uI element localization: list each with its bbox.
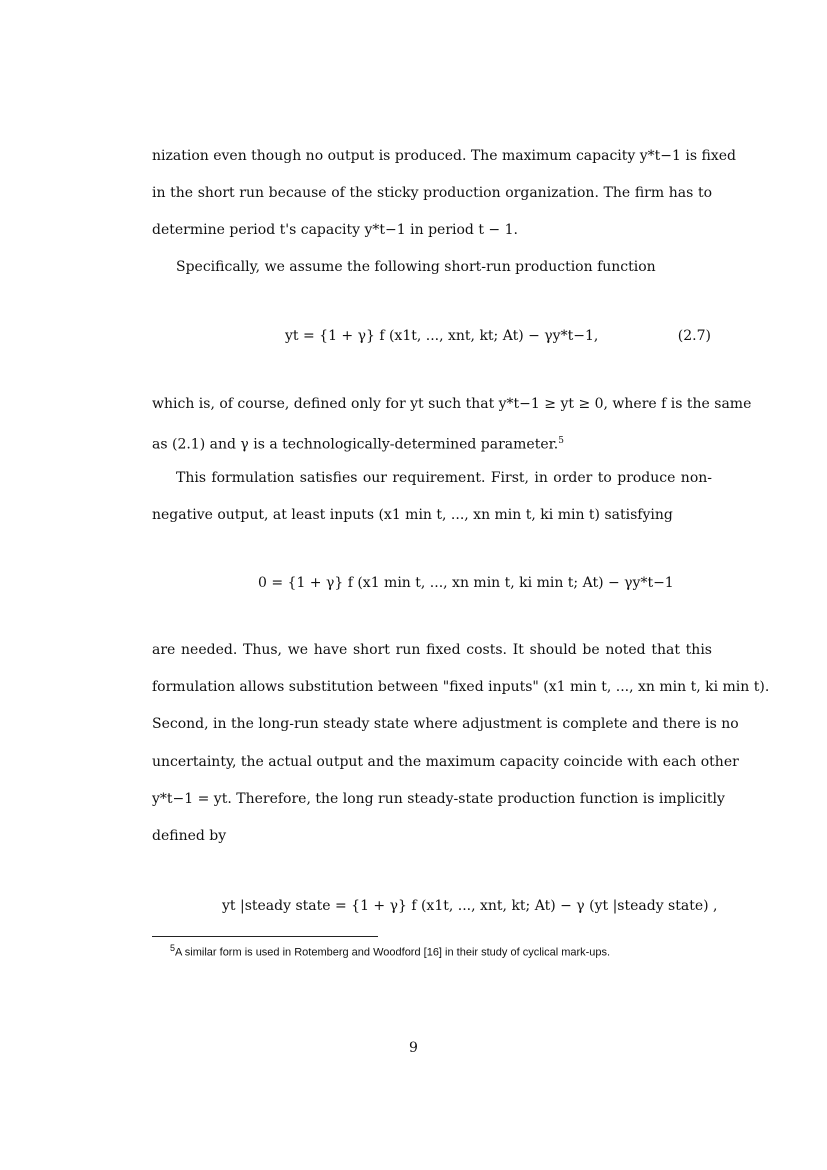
footnote-number: 5 [170, 943, 176, 953]
equation-min-inputs: 0 = {1 + γ} f (x1 min t, ..., xn min t, ki min t; At) − γy*t−1 [258, 575, 674, 591]
body-line: defined by [152, 828, 227, 844]
body-line: formulation allows substitution between "fixed inputs" (x1 min t, ..., xn min t, ki min t). [152, 679, 770, 695]
equation-steady-state: yt |steady state = {1 + γ} f (x1t, ..., xnt, kt; At) − γ (yt |steady state) , [222, 898, 718, 914]
footnote [170, 941, 610, 960]
body-line: are needed. Thus, we have short run fixed costs. It should be noted that this [152, 642, 712, 658]
footnote-mark: 5 [558, 436, 564, 446]
body-line: Specifically, we assume the following short-run production function [176, 259, 656, 275]
footnote-rule [152, 936, 378, 937]
body-line: uncertainty, the actual output and the maximum capacity coincide with each other [152, 754, 739, 770]
body-line [152, 432, 712, 454]
body-line: Second, in the long-run steady state where adjustment is complete and there is no [152, 716, 739, 732]
footnote-text: A similar form is used in Rotemberg and Woodford [16] in their study of cyclical mark-ups. [175, 946, 611, 959]
body-line: negative output, at least inputs (x1 min t, ..., xn min t, ki min t) satisfying [152, 507, 673, 523]
body-line: This formulation satisfies our requirement. First, in order to produce non- [176, 470, 712, 486]
body-text: as (2.1) and γ is a technologically-determined parameter. [152, 436, 559, 453]
body-line: nization even though no output is produced. The maximum capacity y*t−1 is fixed [152, 148, 736, 164]
body-line: in the short run because of the sticky production organization. The firm has to [152, 185, 712, 201]
body-line: y*t−1 = yt. Therefore, the long run steady-state production function is implicitly [152, 791, 725, 807]
body-line: which is, of course, defined only for yt such that y*t−1 ≥ yt ≥ 0, where f is the same [152, 396, 752, 412]
body-line: determine period t's capacity y*t−1 in period t − 1. [152, 222, 518, 238]
equation-number: (2.7) [677, 328, 711, 344]
equation-2-7: yt = {1 + γ} f (x1t, ..., xnt, kt; At) − γy*t−1, [285, 328, 599, 344]
page-number: 9 [409, 1040, 418, 1056]
